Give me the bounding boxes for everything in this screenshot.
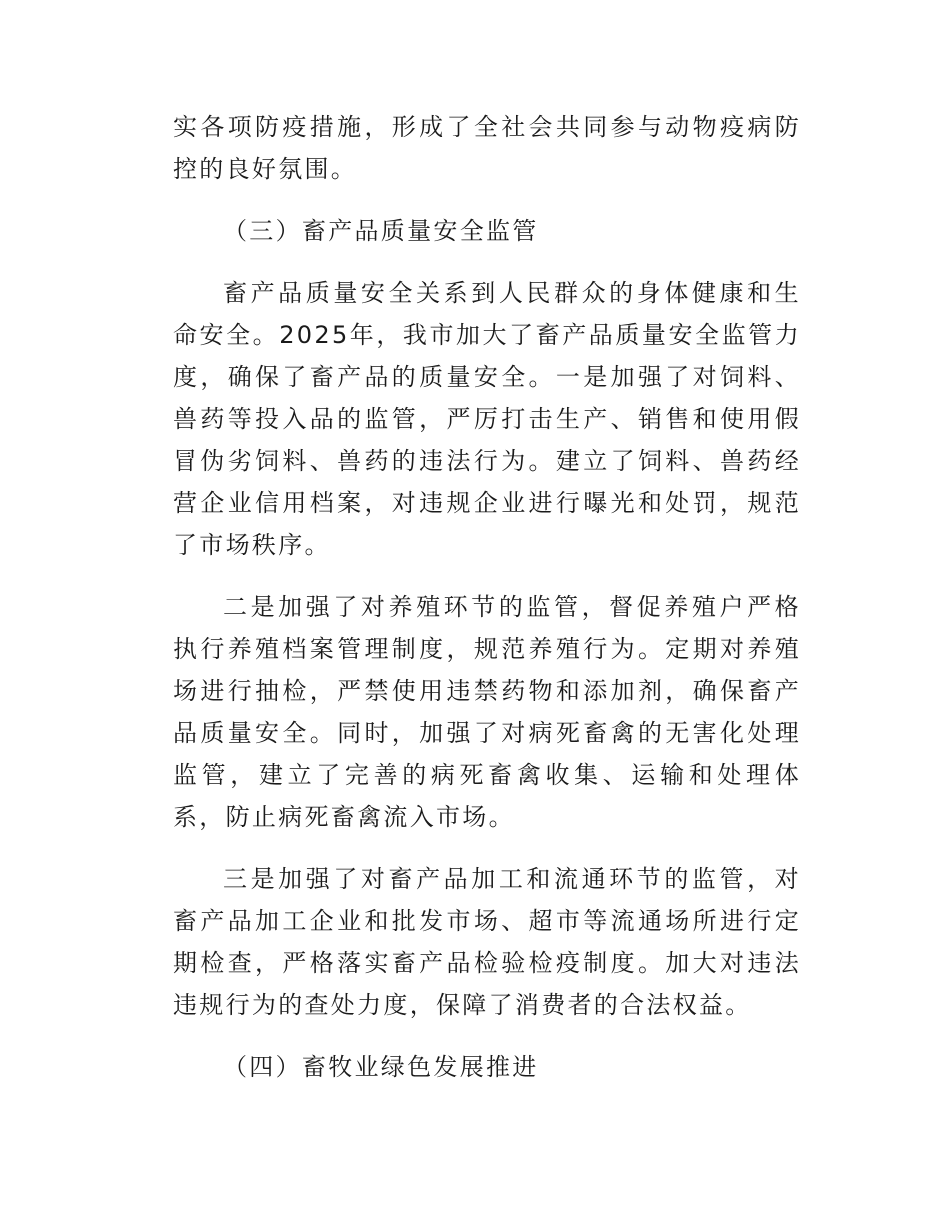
paragraph-breeding-supervision: 二是加强了对养殖环节的监管，督促养殖户严格执行养殖档案管理制度，规范养殖行为。定期对养殖场进行抽检，严禁使用违禁药物和添加剂，确保畜产品质量安全。同时，加强了对病死畜禽的无害化处理监管，建立了完善的病死畜禽收集、运输和处理体系，防止病死畜禽流入市场。 bbox=[173, 593, 801, 831]
section-heading-3: （三）畜产品质量安全监管 bbox=[223, 217, 539, 245]
document-body bbox=[173, 106, 801, 1108]
paragraph-quality-intro: 畜产品质量安全关系到人民群众的身体健康和生命安全。2025年，我市加大了畜产品质量安全监管力度，确保了畜产品的质量安全。一是加强了对饲料、兽药等投入品的监管，严厉打击生产、销售和使用假冒伪劣饲料、兽药的违法行为。建立了饲料、兽药经营企业信用档案，对违规企业进行曝光和处罚，规范了市场秩序。 bbox=[173, 279, 801, 559]
section-heading-4: （四）畜牧业绿色发展推进 bbox=[223, 1053, 539, 1081]
paragraph-processing-supervision: 三是加强了对畜产品加工和流通环节的监管，对畜产品加工企业和批发市场、超市等流通场所进行定期检查，严格落实畜产品检验检疫制度。加大对违法违规行为的查处力度，保障了消费者的合法权益。 bbox=[173, 865, 801, 1019]
paragraph-continuation: 实各项防疫措施，形成了全社会共同参与动物疫病防控的良好氛围。 bbox=[173, 113, 801, 183]
